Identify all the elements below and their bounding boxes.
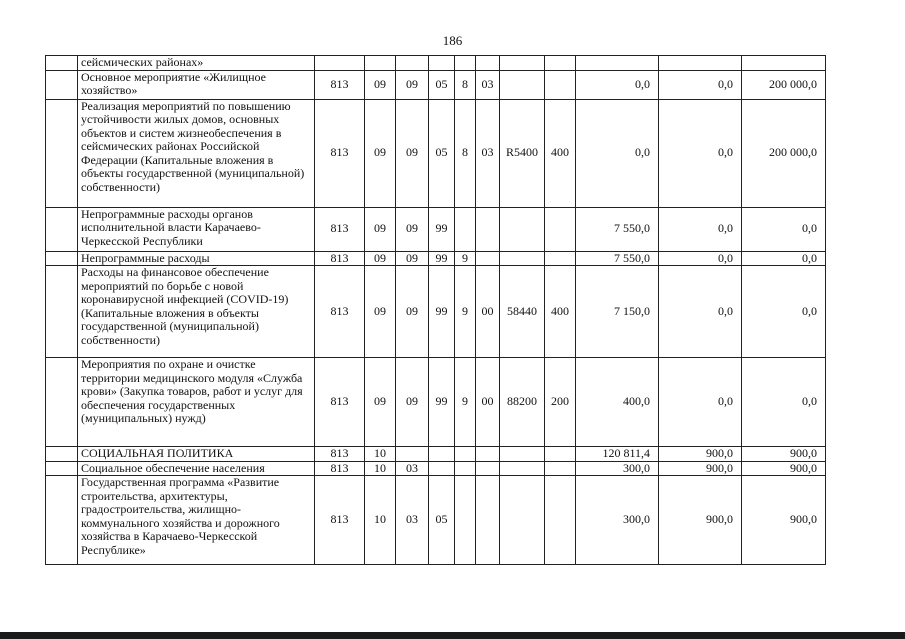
code-cell-c3: 03 — [396, 461, 429, 476]
code-cell-c6 — [476, 476, 500, 565]
code-cell-c7 — [500, 461, 545, 476]
code-cell-c5 — [455, 461, 476, 476]
amount-cell-v2: 0,0 — [659, 266, 742, 358]
code-cell-c7 — [500, 476, 545, 565]
code-cell-c1: 813 — [315, 207, 365, 251]
code-cell-c4: 05 — [429, 99, 455, 207]
code-cell-c2: 09 — [365, 70, 396, 99]
amount-cell-v3 — [742, 56, 826, 71]
amount-cell-v1: 300,0 — [576, 476, 659, 565]
amount-cell-v2 — [659, 56, 742, 71]
code-cell-c3 — [396, 56, 429, 71]
code-cell-c6 — [476, 447, 500, 462]
code-cell-c5 — [455, 447, 476, 462]
table-row — [46, 266, 826, 358]
row-number-cell — [46, 70, 78, 99]
row-name-cell: Основное мероприятие «Жилищное хозяйство» — [78, 70, 315, 99]
code-cell-c6 — [476, 251, 500, 266]
code-cell-c4: 05 — [429, 476, 455, 565]
row-number-cell — [46, 266, 78, 358]
code-cell-c8 — [545, 70, 576, 99]
row-name-cell: Государственная программа «Развитие строительства, архитектуры, градостроительства, жилищно-коммунального хозяйства и дорожного хозяйства в Карачаево-Черкесской Республике» — [78, 476, 315, 565]
table-row — [46, 358, 826, 447]
amount-cell-v2: 0,0 — [659, 99, 742, 207]
amount-cell-v1: 120 811,4 — [576, 447, 659, 462]
amount-cell-v1 — [576, 56, 659, 71]
code-cell-c5 — [455, 476, 476, 565]
code-cell-c8: 400 — [545, 99, 576, 207]
code-cell-c5: 8 — [455, 99, 476, 207]
code-cell-c2: 10 — [365, 447, 396, 462]
page-number: 186 — [442, 33, 463, 48]
code-cell-c7: R5400 — [500, 99, 545, 207]
row-name-cell: Непрограммные расходы органов исполнительной власти Карачаево-Черкесской Республики — [78, 207, 315, 251]
table-body — [46, 56, 826, 565]
code-cell-c7 — [500, 207, 545, 251]
row-number-cell — [46, 99, 78, 207]
amount-cell-v3: 900,0 — [742, 447, 826, 462]
code-cell-c3: 09 — [396, 251, 429, 266]
code-cell-c2: 09 — [365, 266, 396, 358]
code-cell-c6 — [476, 461, 500, 476]
amount-cell-v3: 0,0 — [742, 266, 826, 358]
code-cell-c2: 10 — [365, 461, 396, 476]
code-cell-c3 — [396, 447, 429, 462]
code-cell-c7 — [500, 251, 545, 266]
table-row — [46, 461, 826, 476]
table-row — [46, 56, 826, 71]
code-cell-c8 — [545, 461, 576, 476]
amount-cell-v1: 7 550,0 — [576, 207, 659, 251]
code-cell-c4: 05 — [429, 70, 455, 99]
row-name-cell: сейсмических районах» — [78, 56, 315, 71]
amount-cell-v3: 0,0 — [742, 251, 826, 266]
amount-cell-v3: 0,0 — [742, 358, 826, 447]
code-cell-c1: 813 — [315, 358, 365, 447]
row-number-cell — [46, 251, 78, 266]
amount-cell-v3: 200 000,0 — [742, 70, 826, 99]
amount-cell-v2: 0,0 — [659, 358, 742, 447]
code-cell-c8 — [545, 476, 576, 565]
code-cell-c5: 8 — [455, 70, 476, 99]
amount-cell-v1: 0,0 — [576, 99, 659, 207]
code-cell-c5 — [455, 207, 476, 251]
code-cell-c7: 58440 — [500, 266, 545, 358]
code-cell-c7: 88200 — [500, 358, 545, 447]
amount-cell-v1: 7 150,0 — [576, 266, 659, 358]
code-cell-c5: 9 — [455, 251, 476, 266]
code-cell-c5: 9 — [455, 358, 476, 447]
table-row — [46, 447, 826, 462]
code-cell-c8 — [545, 207, 576, 251]
code-cell-c4 — [429, 447, 455, 462]
amount-cell-v1: 400,0 — [576, 358, 659, 447]
amount-cell-v2: 0,0 — [659, 70, 742, 99]
code-cell-c6 — [476, 56, 500, 71]
code-cell-c1: 813 — [315, 476, 365, 565]
table-row — [46, 70, 826, 99]
row-name-cell: СОЦИАЛЬНАЯ ПОЛИТИКА — [78, 447, 315, 462]
code-cell-c1: 813 — [315, 251, 365, 266]
row-number-cell — [46, 461, 78, 476]
code-cell-c2 — [365, 56, 396, 71]
code-cell-c7 — [500, 70, 545, 99]
code-cell-c1: 813 — [315, 99, 365, 207]
code-cell-c8: 400 — [545, 266, 576, 358]
code-cell-c3: 09 — [396, 70, 429, 99]
row-name-cell: Непрограммные расходы — [78, 251, 315, 266]
code-cell-c2: 09 — [365, 251, 396, 266]
code-cell-c1: 813 — [315, 447, 365, 462]
code-cell-c8: 200 — [545, 358, 576, 447]
table-row — [46, 251, 826, 266]
row-name-cell: Реализация мероприятий по повышению устойчивости жилых домов, основных объектов и систем жизнеобеспечения в сейсмических районах Российской Федерации (Капитальные вложения в объекты государственной (муниципальной) собственности) — [78, 99, 315, 207]
amount-cell-v3: 900,0 — [742, 461, 826, 476]
row-name-cell: Социальное обеспечение населения — [78, 461, 315, 476]
row-number-cell — [46, 358, 78, 447]
code-cell-c4: 99 — [429, 251, 455, 266]
code-cell-c3: 09 — [396, 358, 429, 447]
table-row — [46, 207, 826, 251]
code-cell-c4 — [429, 56, 455, 71]
code-cell-c2: 09 — [365, 99, 396, 207]
code-cell-c3: 09 — [396, 266, 429, 358]
code-cell-c1: 813 — [315, 266, 365, 358]
row-number-cell — [46, 476, 78, 565]
row-name-cell: Расходы на финансовое обеспечение мероприятий по борьбе с новой коронавирусной инфекцией (COVID-19) (Капитальные вложения в объекты государственной (муниципальной) собственности) — [78, 266, 315, 358]
amount-cell-v1: 7 550,0 — [576, 251, 659, 266]
code-cell-c8 — [545, 447, 576, 462]
code-cell-c3: 03 — [396, 476, 429, 565]
code-cell-c5 — [455, 56, 476, 71]
code-cell-c4: 99 — [429, 207, 455, 251]
code-cell-c6 — [476, 207, 500, 251]
code-cell-c6: 00 — [476, 266, 500, 358]
code-cell-c1: 813 — [315, 461, 365, 476]
amount-cell-v3: 900,0 — [742, 476, 826, 565]
code-cell-c1: 813 — [315, 70, 365, 99]
code-cell-c3: 09 — [396, 99, 429, 207]
code-cell-c3: 09 — [396, 207, 429, 251]
amount-cell-v1: 300,0 — [576, 461, 659, 476]
amount-cell-v2: 900,0 — [659, 476, 742, 565]
amount-cell-v3: 0,0 — [742, 207, 826, 251]
code-cell-c2: 09 — [365, 207, 396, 251]
row-number-cell — [46, 56, 78, 71]
code-cell-c4: 99 — [429, 266, 455, 358]
amount-cell-v3: 200 000,0 — [742, 99, 826, 207]
budget-table — [45, 55, 826, 565]
amount-cell-v1: 0,0 — [576, 70, 659, 99]
code-cell-c6: 00 — [476, 358, 500, 447]
amount-cell-v2: 900,0 — [659, 461, 742, 476]
row-name-cell: Мероприятия по охране и очистке территории медицинского модуля «Служба крови» (Закупка товаров, работ и услуг для обеспечения государственных (муниципальных) нужд) — [78, 358, 315, 447]
amount-cell-v2: 900,0 — [659, 447, 742, 462]
code-cell-c8 — [545, 56, 576, 71]
code-cell-c8 — [545, 251, 576, 266]
table-row — [46, 99, 826, 207]
code-cell-c1 — [315, 56, 365, 71]
code-cell-c2: 09 — [365, 358, 396, 447]
code-cell-c4 — [429, 461, 455, 476]
code-cell-c5: 9 — [455, 266, 476, 358]
row-number-cell — [46, 207, 78, 251]
row-number-cell — [46, 447, 78, 462]
table-row — [46, 476, 826, 565]
amount-cell-v2: 0,0 — [659, 251, 742, 266]
code-cell-c6: 03 — [476, 99, 500, 207]
code-cell-c7 — [500, 447, 545, 462]
code-cell-c4: 99 — [429, 358, 455, 447]
code-cell-c6: 03 — [476, 70, 500, 99]
page-bottom-edge — [0, 632, 905, 639]
code-cell-c7 — [500, 56, 545, 71]
amount-cell-v2: 0,0 — [659, 207, 742, 251]
code-cell-c2: 10 — [365, 476, 396, 565]
